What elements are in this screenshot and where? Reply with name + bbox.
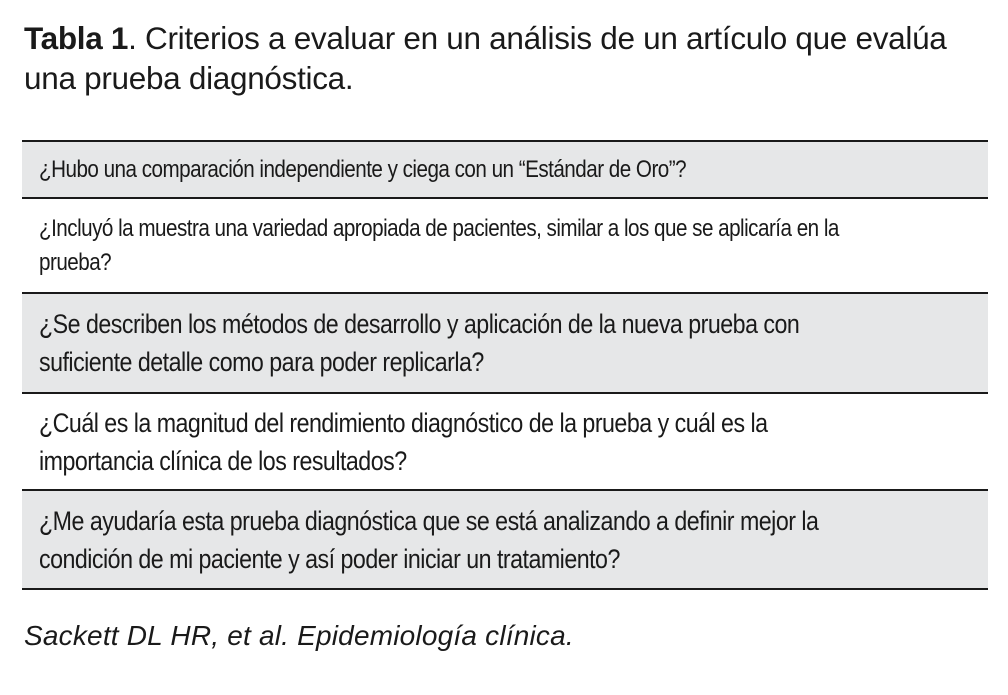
criteria-table xyxy=(22,140,988,590)
criteria-row-5 xyxy=(22,491,988,590)
source-citation: Sackett DL HR, et al. Epidemiología clínica. xyxy=(24,620,574,651)
criteria-row-1 xyxy=(22,142,988,199)
criteria-text-5: ¿Me ayudaría esta prueba diagnóstica que se está analizando a definir mejor la condición de mi paciente y así poder iniciar un tratamiento? xyxy=(39,505,819,574)
table-caption-text: . Criterios a evaluar en un análisis de un artículo que evalúa una prueba diagnóstica. xyxy=(24,20,947,96)
criteria-text-2: ¿Incluyó la muestra una variedad apropiada de pacientes, similar a los que se aplicaría en la prueba? xyxy=(39,214,839,276)
table-caption xyxy=(24,18,999,98)
criteria-text-3: ¿Se describen los métodos de desarrollo y aplicación de la nueva prueba con suficiente detalle como para poder replicarla? xyxy=(39,309,800,377)
table-caption-label: Tabla 1 xyxy=(24,20,129,56)
criteria-text-4: ¿Cuál es la magnitud del rendimiento diagnóstico de la prueba y cuál es la importancia clínica de los resultados? xyxy=(39,407,768,476)
criteria-row-2 xyxy=(22,199,988,294)
criteria-row-3 xyxy=(22,294,988,394)
criteria-row-4 xyxy=(22,394,988,491)
criteria-text-1: ¿Hubo una comparación independiente y ciega con un “Estándar de Oro”? xyxy=(39,155,687,183)
